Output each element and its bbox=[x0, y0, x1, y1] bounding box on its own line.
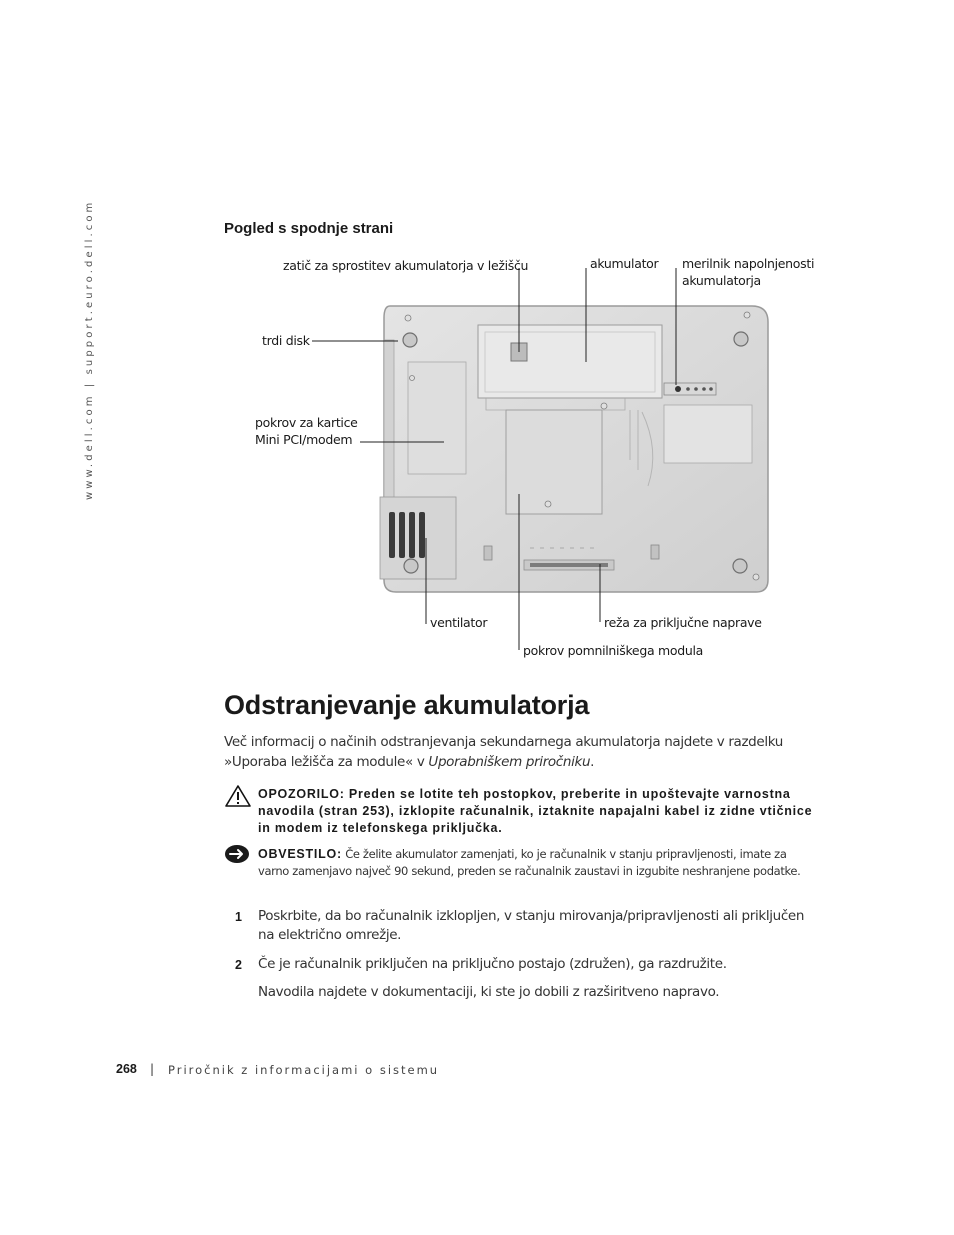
side-url: www.dell.com | support.euro.dell.com bbox=[84, 199, 95, 500]
intro-text: Več informacij o načinih odstranjevanja sekundarnega akumulatorja najdete v razdelku »Uporaba ležišča za module« v bbox=[224, 734, 784, 770]
callout-minipci-line1: pokrov za kartice bbox=[255, 415, 358, 430]
battery-pack bbox=[478, 325, 662, 398]
foot bbox=[403, 333, 417, 347]
step-followup: Navodila najdete v dokumentaciji, ki ste jo dobili z razširitveno napravo. bbox=[258, 984, 720, 1000]
callout-hard-drive: trdi disk bbox=[262, 333, 310, 348]
foot bbox=[734, 332, 748, 346]
warning-icon bbox=[224, 784, 252, 808]
intro-end: . bbox=[590, 754, 595, 770]
charge-gauge bbox=[664, 383, 716, 395]
page-number: 268 bbox=[116, 1062, 137, 1076]
memory-cover bbox=[506, 410, 602, 514]
intro-italic: Uporabniškem priročniku bbox=[428, 754, 591, 770]
callout-gauge-line1: merilnik napolnjenosti bbox=[682, 256, 815, 271]
warning-text bbox=[258, 786, 818, 837]
callout-fan: ventilator bbox=[430, 615, 488, 630]
callout-dock-slot: reža za priključne naprave bbox=[604, 615, 762, 630]
callout-minipci-line2: Mini PCI/modem bbox=[255, 432, 353, 447]
step-number: 2 bbox=[235, 958, 242, 972]
section-title: Pogled s spodnje strani bbox=[224, 220, 394, 237]
foot bbox=[404, 559, 418, 573]
step-text: Poskrbite, da bo računalnik izklopljen, v stanju mirovanja/pripravljenosti ali priključen na električno omrežje. bbox=[258, 908, 805, 943]
footer-title: Priročnik z informacijami o sistemu bbox=[168, 1063, 440, 1077]
foot bbox=[733, 559, 747, 573]
step-text: Če je računalnik priključen na priključno postajo (združen), ga razdružite. bbox=[258, 956, 727, 972]
callout-memory-cover: pokrov pomnilniškega modula bbox=[523, 643, 704, 658]
minipci-cover bbox=[408, 362, 466, 474]
callout-gauge-line2: akumulatorja bbox=[682, 273, 761, 288]
warning-label: OPOZORILO: bbox=[258, 787, 345, 801]
notice-text bbox=[258, 846, 818, 880]
footer-separator: | bbox=[150, 1062, 155, 1076]
step-number: 1 bbox=[235, 910, 242, 924]
page-heading: Odstranjevanje akumulatorja bbox=[224, 690, 590, 720]
notice-icon bbox=[224, 844, 250, 864]
callout-battery: akumulator bbox=[590, 256, 659, 271]
warning-body: Preden se lotite teh postopkov, preberite in upoštevajte varnostna navodila (stran 253), izklopite računalnik, iztaknite napajalni kabel iz zidne vtičnice in modem iz telefonskega priključka. bbox=[258, 787, 813, 835]
callout-latch: zatič za sprostitev akumulatorja v ležišču bbox=[283, 258, 529, 273]
notice-body: Če želite akumulator zamenjati, ko je računalnik v stanju pripravljenosti, imate za varno zamenjavo največ 90 sekund, preden se računalnik zaustavi in izgubite neshranjene podatke. bbox=[258, 847, 801, 878]
notice-label: OBVESTILO: bbox=[258, 847, 342, 861]
intro-paragraph bbox=[224, 732, 814, 772]
